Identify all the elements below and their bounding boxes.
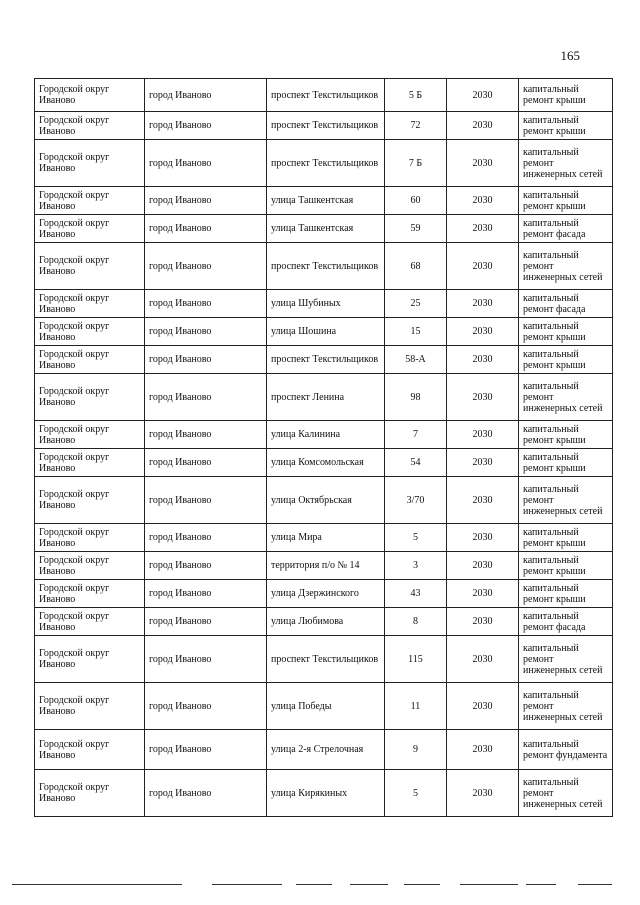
street-cell: проспект Текстильщиков <box>267 79 385 112</box>
footer-rule <box>460 884 518 885</box>
city-cell: город Иваново <box>145 79 267 112</box>
city-cell: город Иваново <box>145 683 267 730</box>
house-cell: 60 <box>385 187 447 215</box>
city-cell: город Иваново <box>145 552 267 580</box>
work-type-cell: капитальный ремонт крыши <box>519 79 613 112</box>
table-row <box>35 608 613 636</box>
work-type-cell: капитальный ремонт крыши <box>519 552 613 580</box>
house-cell: 54 <box>385 449 447 477</box>
district-cell: Городской округ Иваново <box>35 215 145 243</box>
street-cell: улица Ташкентская <box>267 215 385 243</box>
table-row <box>35 346 613 374</box>
district-cell: Городской округ Иваново <box>35 421 145 449</box>
work-type-cell: капитальный ремонт крыши <box>519 580 613 608</box>
work-type-cell: капитальный ремонт инженерных сетей <box>519 477 613 524</box>
city-cell: город Иваново <box>145 449 267 477</box>
street-cell: улица Шубиных <box>267 290 385 318</box>
city-cell: город Иваново <box>145 608 267 636</box>
table-row <box>35 524 613 552</box>
work-type-cell: капитальный ремонт инженерных сетей <box>519 683 613 730</box>
house-cell: 9 <box>385 730 447 770</box>
work-type-cell: капитальный ремонт фасада <box>519 215 613 243</box>
district-cell: Городской округ Иваново <box>35 449 145 477</box>
work-type-cell: капитальный ремонт фасада <box>519 608 613 636</box>
city-cell: город Иваново <box>145 477 267 524</box>
work-type-cell: капитальный ремонт крыши <box>519 112 613 140</box>
district-cell: Городской округ Иваново <box>35 552 145 580</box>
table-row <box>35 79 613 112</box>
house-cell: 7 Б <box>385 140 447 187</box>
street-cell: улица Калинина <box>267 421 385 449</box>
table-row <box>35 683 613 730</box>
district-cell: Городской округ Иваново <box>35 524 145 552</box>
table-row <box>35 449 613 477</box>
footer-rule <box>526 884 556 885</box>
city-cell: город Иваново <box>145 215 267 243</box>
house-cell: 15 <box>385 318 447 346</box>
district-cell: Городской округ Иваново <box>35 374 145 421</box>
house-cell: 58-А <box>385 346 447 374</box>
street-cell: улица Дзержинского <box>267 580 385 608</box>
year-cell: 2030 <box>447 346 519 374</box>
street-cell: проспект Текстильщиков <box>267 636 385 683</box>
work-type-cell: капитальный ремонт инженерных сетей <box>519 140 613 187</box>
city-cell: город Иваново <box>145 243 267 290</box>
year-cell: 2030 <box>447 318 519 346</box>
house-cell: 68 <box>385 243 447 290</box>
district-cell: Городской округ Иваново <box>35 243 145 290</box>
district-cell: Городской округ Иваново <box>35 318 145 346</box>
city-cell: город Иваново <box>145 730 267 770</box>
footer-rule <box>578 884 612 885</box>
district-cell: Городской округ Иваново <box>35 608 145 636</box>
city-cell: город Иваново <box>145 187 267 215</box>
district-cell: Городской округ Иваново <box>35 290 145 318</box>
city-cell: город Иваново <box>145 112 267 140</box>
city-cell: город Иваново <box>145 580 267 608</box>
street-cell: улица Мира <box>267 524 385 552</box>
year-cell: 2030 <box>447 449 519 477</box>
city-cell: город Иваново <box>145 346 267 374</box>
street-cell: проспект Текстильщиков <box>267 243 385 290</box>
year-cell: 2030 <box>447 290 519 318</box>
city-cell: город Иваново <box>145 290 267 318</box>
street-cell: территория п/о № 14 <box>267 552 385 580</box>
city-cell: город Иваново <box>145 318 267 346</box>
district-cell: Городской округ Иваново <box>35 477 145 524</box>
work-type-cell: капитальный ремонт фундамента <box>519 730 613 770</box>
house-cell: 72 <box>385 112 447 140</box>
work-type-cell: капитальный ремонт крыши <box>519 318 613 346</box>
city-cell: город Иваново <box>145 421 267 449</box>
district-cell: Городской округ Иваново <box>35 636 145 683</box>
district-cell: Городской округ Иваново <box>35 187 145 215</box>
house-cell: 11 <box>385 683 447 730</box>
street-cell: улица Комсомольская <box>267 449 385 477</box>
year-cell: 2030 <box>447 636 519 683</box>
work-type-cell: капитальный ремонт инженерных сетей <box>519 374 613 421</box>
house-cell: 115 <box>385 636 447 683</box>
table-row <box>35 770 613 817</box>
year-cell: 2030 <box>447 477 519 524</box>
work-type-cell: капитальный ремонт крыши <box>519 187 613 215</box>
work-type-cell: капитальный ремонт крыши <box>519 524 613 552</box>
year-cell: 2030 <box>447 730 519 770</box>
year-cell: 2030 <box>447 374 519 421</box>
district-cell: Городской округ Иваново <box>35 770 145 817</box>
table-row <box>35 374 613 421</box>
table-row <box>35 318 613 346</box>
street-cell: улица Любимова <box>267 608 385 636</box>
table-row <box>35 290 613 318</box>
city-cell: город Иваново <box>145 374 267 421</box>
city-cell: город Иваново <box>145 524 267 552</box>
year-cell: 2030 <box>447 140 519 187</box>
district-cell: Городской округ Иваново <box>35 683 145 730</box>
table-row <box>35 243 613 290</box>
house-cell: 5 <box>385 770 447 817</box>
street-cell: проспект Текстильщиков <box>267 346 385 374</box>
house-cell: 25 <box>385 290 447 318</box>
table-row <box>35 421 613 449</box>
footer-rule <box>12 884 182 885</box>
table-row <box>35 187 613 215</box>
house-cell: 8 <box>385 608 447 636</box>
table-row <box>35 140 613 187</box>
house-cell: 5 <box>385 524 447 552</box>
house-cell: 3 <box>385 552 447 580</box>
house-cell: 7 <box>385 421 447 449</box>
street-cell: проспект Ленина <box>267 374 385 421</box>
work-type-cell: капитальный ремонт инженерных сетей <box>519 243 613 290</box>
year-cell: 2030 <box>447 552 519 580</box>
city-cell: город Иваново <box>145 636 267 683</box>
year-cell: 2030 <box>447 770 519 817</box>
year-cell: 2030 <box>447 683 519 730</box>
street-cell: улица Победы <box>267 683 385 730</box>
footer-rule <box>296 884 332 885</box>
house-cell: 59 <box>385 215 447 243</box>
year-cell: 2030 <box>447 608 519 636</box>
footer-rule <box>212 884 282 885</box>
table-body <box>35 79 613 817</box>
footer-rule <box>350 884 388 885</box>
table-row <box>35 636 613 683</box>
year-cell: 2030 <box>447 187 519 215</box>
street-cell: улица Кирякиных <box>267 770 385 817</box>
work-type-cell: капитальный ремонт крыши <box>519 421 613 449</box>
footer-rule <box>404 884 440 885</box>
page-number: 165 <box>560 48 580 63</box>
street-cell: проспект Текстильщиков <box>267 140 385 187</box>
year-cell: 2030 <box>447 421 519 449</box>
city-cell: город Иваново <box>145 770 267 817</box>
table-row <box>35 215 613 243</box>
table-row <box>35 730 613 770</box>
table-row <box>35 477 613 524</box>
year-cell: 2030 <box>447 580 519 608</box>
work-type-cell: капитальный ремонт крыши <box>519 449 613 477</box>
table-row <box>35 112 613 140</box>
year-cell: 2030 <box>447 243 519 290</box>
year-cell: 2030 <box>447 524 519 552</box>
table-row <box>35 580 613 608</box>
district-cell: Городской округ Иваново <box>35 346 145 374</box>
table-row <box>35 552 613 580</box>
work-type-cell: капитальный ремонт инженерных сетей <box>519 636 613 683</box>
street-cell: улица Шошина <box>267 318 385 346</box>
work-type-cell: капитальный ремонт инженерных сетей <box>519 770 613 817</box>
house-cell: 3/70 <box>385 477 447 524</box>
city-cell: город Иваново <box>145 140 267 187</box>
street-cell: улица Октябрьская <box>267 477 385 524</box>
work-type-cell: капитальный ремонт фасада <box>519 290 613 318</box>
year-cell: 2030 <box>447 112 519 140</box>
district-cell: Городской округ Иваново <box>35 140 145 187</box>
street-cell: улица Ташкентская <box>267 187 385 215</box>
housing-repair-table <box>34 78 613 817</box>
street-cell: проспект Текстильщиков <box>267 112 385 140</box>
year-cell: 2030 <box>447 79 519 112</box>
district-cell: Городской округ Иваново <box>35 730 145 770</box>
year-cell: 2030 <box>447 215 519 243</box>
district-cell: Городской округ Иваново <box>35 580 145 608</box>
street-cell: улица 2-я Стрелочная <box>267 730 385 770</box>
house-cell: 98 <box>385 374 447 421</box>
district-cell: Городской округ Иваново <box>35 79 145 112</box>
work-type-cell: капитальный ремонт крыши <box>519 346 613 374</box>
district-cell: Городской округ Иваново <box>35 112 145 140</box>
house-cell: 43 <box>385 580 447 608</box>
house-cell: 5 Б <box>385 79 447 112</box>
